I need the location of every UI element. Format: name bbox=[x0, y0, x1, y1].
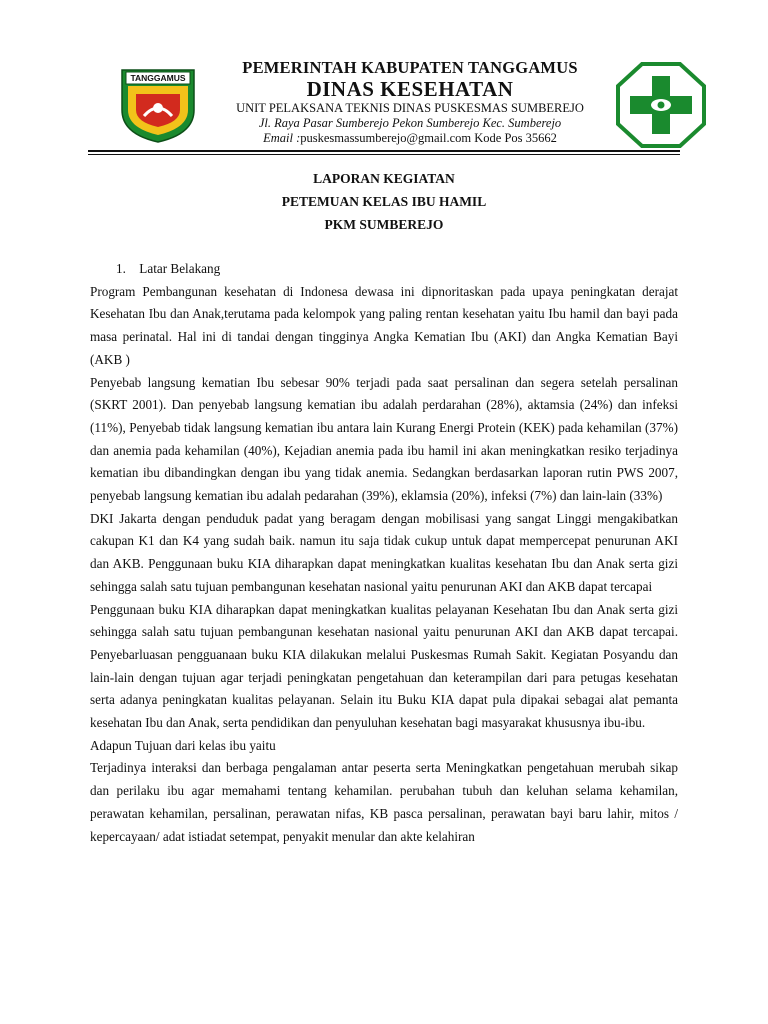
unit-name: UNIT PELAKSANA TEKNIS DINAS PUSKESMAS SUMBEREJO bbox=[236, 101, 584, 115]
emblem-label: TANGGAMUS bbox=[130, 73, 186, 83]
letterhead-rule-thin bbox=[88, 154, 680, 155]
activity-title: PETEMUAN KELAS IBU HAMIL bbox=[281, 194, 487, 209]
letterhead-text bbox=[200, 58, 620, 146]
government-name: PEMERINTAH KABUPATEN TANGGAMUS bbox=[242, 58, 578, 77]
report-body bbox=[90, 258, 678, 848]
report-titles bbox=[88, 167, 680, 236]
department-name: DINAS KESEHATAN bbox=[306, 77, 514, 101]
section-title: Latar Belakang bbox=[139, 261, 221, 276]
paragraph: Adapun Tujuan dari kelas ibu yaitu bbox=[90, 737, 276, 753]
paragraph: DKI Jakarta dengan penduduk padat yang beragam dengan mobilisasi yang sangat Linggi mengakibatkan cakupan K1 dan K4 yang sudah baik. namun itu saja tidak cukup untuk dapat mempercepat penurunan AKI dan AKB. Penggunaan buku KIA diharapkan dapat meningkatkan kualitas kesehatan Ibu dan Anak serta gizi sehingga salah satu tujuan pembangunan kesehatan nasional yaitu penurunan AKI dan AKB dapat tercapai bbox=[90, 510, 678, 594]
email-line bbox=[200, 131, 620, 146]
section-heading bbox=[90, 258, 678, 281]
email-label: Email : bbox=[263, 131, 301, 145]
tanggamus-emblem-logo bbox=[116, 64, 200, 144]
paragraph: Terjadinya interaksi dan berbaga pengalaman antar peserta serta Meningkatkan pengetahuan merubah sikap dan perilaku ibu agar memahami tentang kehamilan. perubahan tubuh dan keluhan selama kehamilan, perawatan kehamilan, persalinan, perawatan nifas, KB pasca persalinan, perawatan bayi baru lahir, mitos / kepercayaan/ adat istiadat setempat, penyakit menular dan akte kelahiran bbox=[90, 760, 678, 844]
health-cross-logo bbox=[616, 62, 706, 148]
section-number: 1. bbox=[116, 261, 126, 276]
paragraph: Program Pembangunan kesehatan di Indonesa dewasa ini dipnoritaskan pada upaya peningkatan derajat Kesehatan Ibu dan Anak,terutama pada kelompok yang paling rentan kesehatan yaitu Ibu hamil dan bayi pada masa perinatal. Hal ini di tandai dengan tingginya Angka Kematian Ibu (AKI) dan Angka Kematian Bayi (AKB ) bbox=[90, 283, 678, 367]
paragraph: Penyebab langsung kematian Ibu sebesar 90% terjadi pada saat persalinan dan segera setelah persalinan (SKRT 2001). Dan penyebab langsung kematian ibu adalah perdarahan (28%), aktamsia (24%) dan infeksi (11%), Penyebab tidak langsung kematian ibu antara lain Kurang Energi Protein (KEK) pada kehamilan (37%) dan anemia pada kehamilan (40%), Kejadian anemia pada ibu hamil ini akan meningkatkan resiko terjadinya kematian ibu dibandingkan dengan ibu yang tidak anemia. Sedangkan berdasarkan laporan rutin PWS 2007, penyebab langsung kematian ibu adalah pedarahan (39%), eklamsia (20%), infeksi (7%) dan lain-lain (33%) bbox=[90, 374, 678, 504]
paragraph: Penggunaan buku KIA diharapkan dapat meningkatkan kualitas pelayanan Kesehatan Ibu dan Anak serta gizi sehingga salah satu tujuan pembangunan kesehatan nasional yaitu penurunan AKI dan AKB dapat tercapai. Penyebarluasan pengguanaan buku KIA dilakukan melalui Puskesmas Rumah Sakit. Kegiatan Posyandu dan lain-lain dengan tujuan agar terjadi peningkatan pengetahuan dan keterampilan dari para petugas kesehatan serta adanya peningkatan kualitas pelayanan. Selain itu Buku KIA dapat pula dipakai sebagai alat pemanta kesehatan Ibu dan Anak, serta pendidikan dan penyuluhan kesehatan bagi masyarakat khususnya ibu-ibu. bbox=[90, 601, 678, 731]
address: Jl. Raya Pasar Sumberejo Pekon Sumberejo Kec. Sumberejo bbox=[258, 116, 562, 130]
report-title: LAPORAN KEGIATAN bbox=[313, 171, 455, 186]
email-value: puskesmassumberejo@gmail.com Kode Pos 35662 bbox=[300, 131, 557, 145]
location-title: PKM SUMBEREJO bbox=[324, 217, 444, 232]
letterhead-rule-thick bbox=[88, 150, 680, 152]
